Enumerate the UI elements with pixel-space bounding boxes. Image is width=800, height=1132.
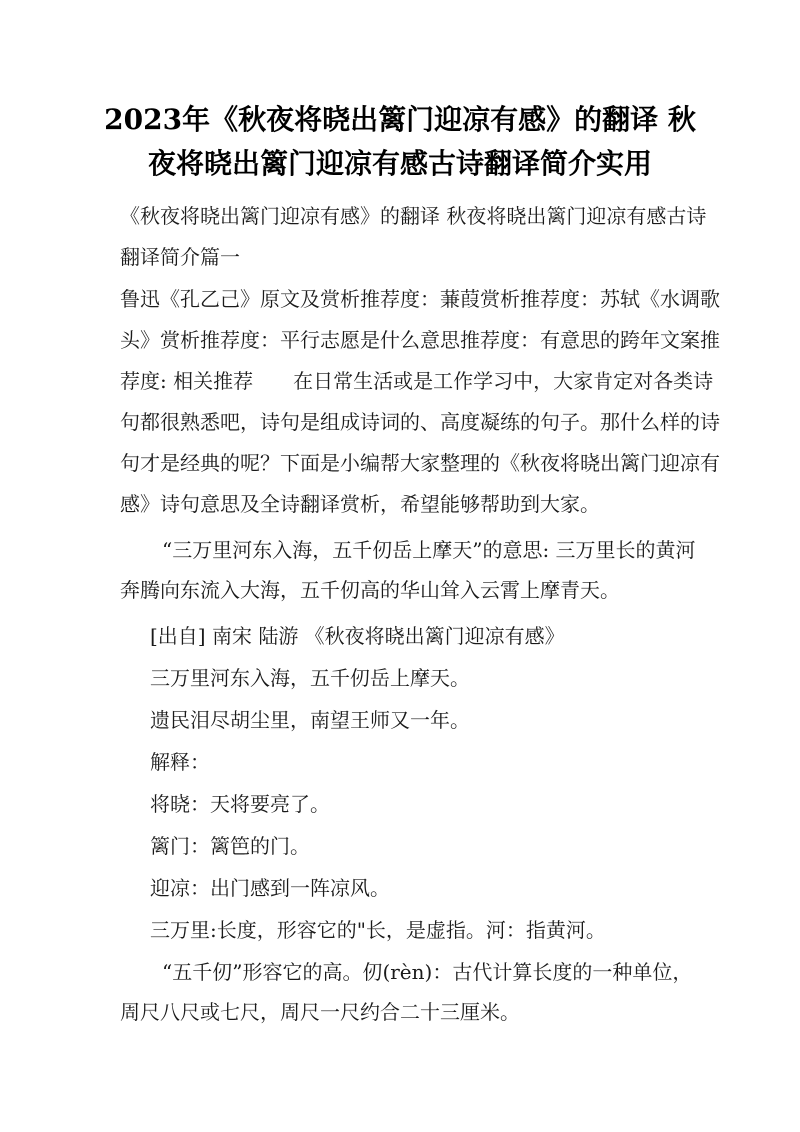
explanation-item-4: 三万里:长度，形容它的"长，是虚指。河：指黄河。 [150, 918, 606, 942]
explain-label: 解释： [150, 750, 210, 774]
meaning-line-2: 奔腾向东流入大海，五千仞高的华山耸入云霄上摩青天。 [120, 578, 620, 602]
intro-line-3: 荐度: 相关推荐 在日常生活或是工作学习中，大家肯定对各类诗 [120, 369, 714, 393]
subtitle-line-2: 翻译简介篇一 [120, 245, 240, 269]
intro-line-5: 句才是经典的呢？下面是小编帮大家整理的《秋夜将晓出篱门迎凉有 [120, 451, 720, 475]
intro-line-4: 句都很熟悉吧，诗句是组成诗词的、高度凝练的句子。那什么样的诗 [120, 410, 720, 434]
intro-line-1: 鲁迅《孔乙己》原文及赏析推荐度：蒹葭赏析推荐度：苏轼《水调歌 [120, 287, 720, 311]
explanation-item-2: 篱门：篱笆的门。 [150, 834, 310, 858]
subtitle-line-1: 《秋夜将晓出篱门迎凉有感》的翻译 秋夜将晓出篱门迎凉有感古诗 [120, 204, 707, 228]
source-line: [出自] 南宋 陆游 《秋夜将晓出篱门迎凉有感》 [150, 624, 565, 648]
poem-line-2: 遗民泪尽胡尘里，南望王师又一年。 [150, 708, 470, 732]
document-title-line-1: 2023年《秋夜将晓出篱门迎凉有感》的翻译 秋 [104, 103, 696, 136]
poem-line-1: 三万里河东入海，五千仞岳上摩天。 [150, 666, 470, 690]
explanation-item-1: 将晓：天将要亮了。 [150, 792, 330, 816]
intro-line-6: 感》诗句意思及全诗翻译赏析，希望能够帮助到大家。 [120, 492, 600, 516]
meaning-line-1: “三万里河东入海，五千仞岳上摩天”的意思: 三万里长的黄河 [162, 538, 696, 562]
document-title-line-2: 夜将晓出篱门迎凉有感古诗翻译简介实用 [147, 147, 652, 180]
intro-line-2: 头》赏析推荐度：平行志愿是什么意思推荐度：有意思的跨年文案推 [120, 328, 720, 352]
explanation-item-3: 迎凉：出门感到一阵凉风。 [150, 876, 390, 900]
final-line-1: “五千仞”形容它的高。仞(rèn)：古代计算长度的一种单位， [162, 960, 693, 984]
final-line-2: 周尺八尺或七尺，周尺一尺约合二十三厘米。 [120, 1000, 520, 1024]
